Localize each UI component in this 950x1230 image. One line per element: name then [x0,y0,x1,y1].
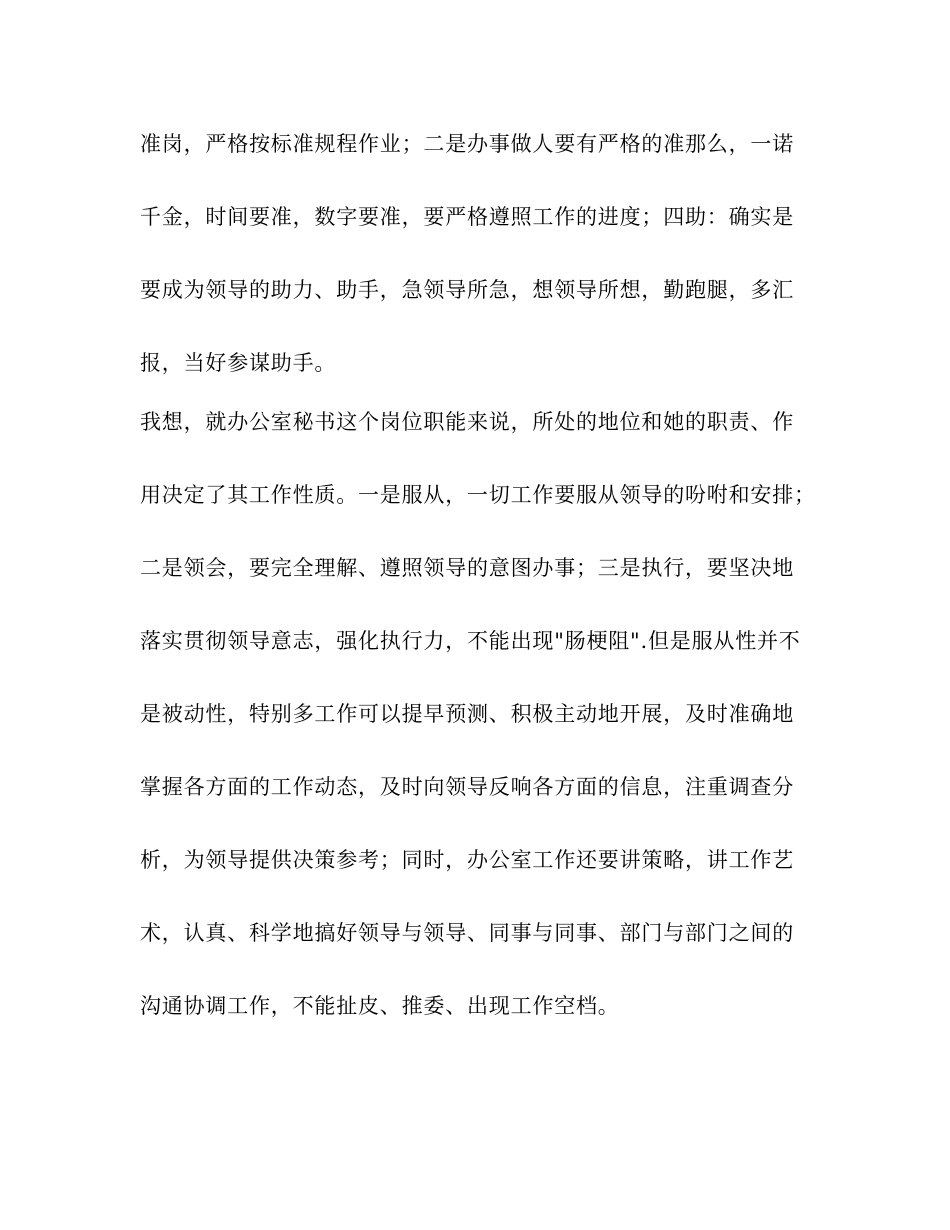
text-line: 二是领会，要完全理解、遵照领导的意图办事；三是执行，要坚决地 [140,556,794,580]
text-line: 报，当好参谋助手。 [140,351,337,375]
text-line: 掌握各方面的工作动态，及时向领导反响各方面的信息，注重调查分 [140,775,794,799]
text-line: 要成为领导的助力、助手，急领导所急，想领导所想，勤跑腿，多汇 [140,278,794,302]
text-line: 我想，就办公室秘书这个岗位职能来说，所处的地位和她的职责、作 [140,410,794,434]
text-line: 是被动性，特别多工作可以提早预测、积极主动地开展，及时准确地 [140,702,794,726]
text-line: 准岗，严格按标准规程作业；二是办事做人要有严格的准那么，一诺 [140,132,794,156]
text-line: 千金，时间要准，数字要准，要严格遵照工作的进度；四助：确实是 [140,205,794,229]
text-line: 术，认真、科学地搞好领导与领导、同事与同事、部门与部门之间的 [140,921,794,945]
text-line: 落实贯彻领导意志，强化执行力，不能出现"肠梗阻".但是服从性并不 [140,629,801,653]
text-line: 沟通协调工作，不能扯皮、推委、出现工作空档。 [140,994,620,1018]
text-line: 析，为领导提供决策参考；同时，办公室工作还要讲策略，讲工作艺 [140,848,794,872]
text-line: 用决定了其工作性质。一是服从，一切工作要服从领导的吩咐和安排； [140,483,816,507]
